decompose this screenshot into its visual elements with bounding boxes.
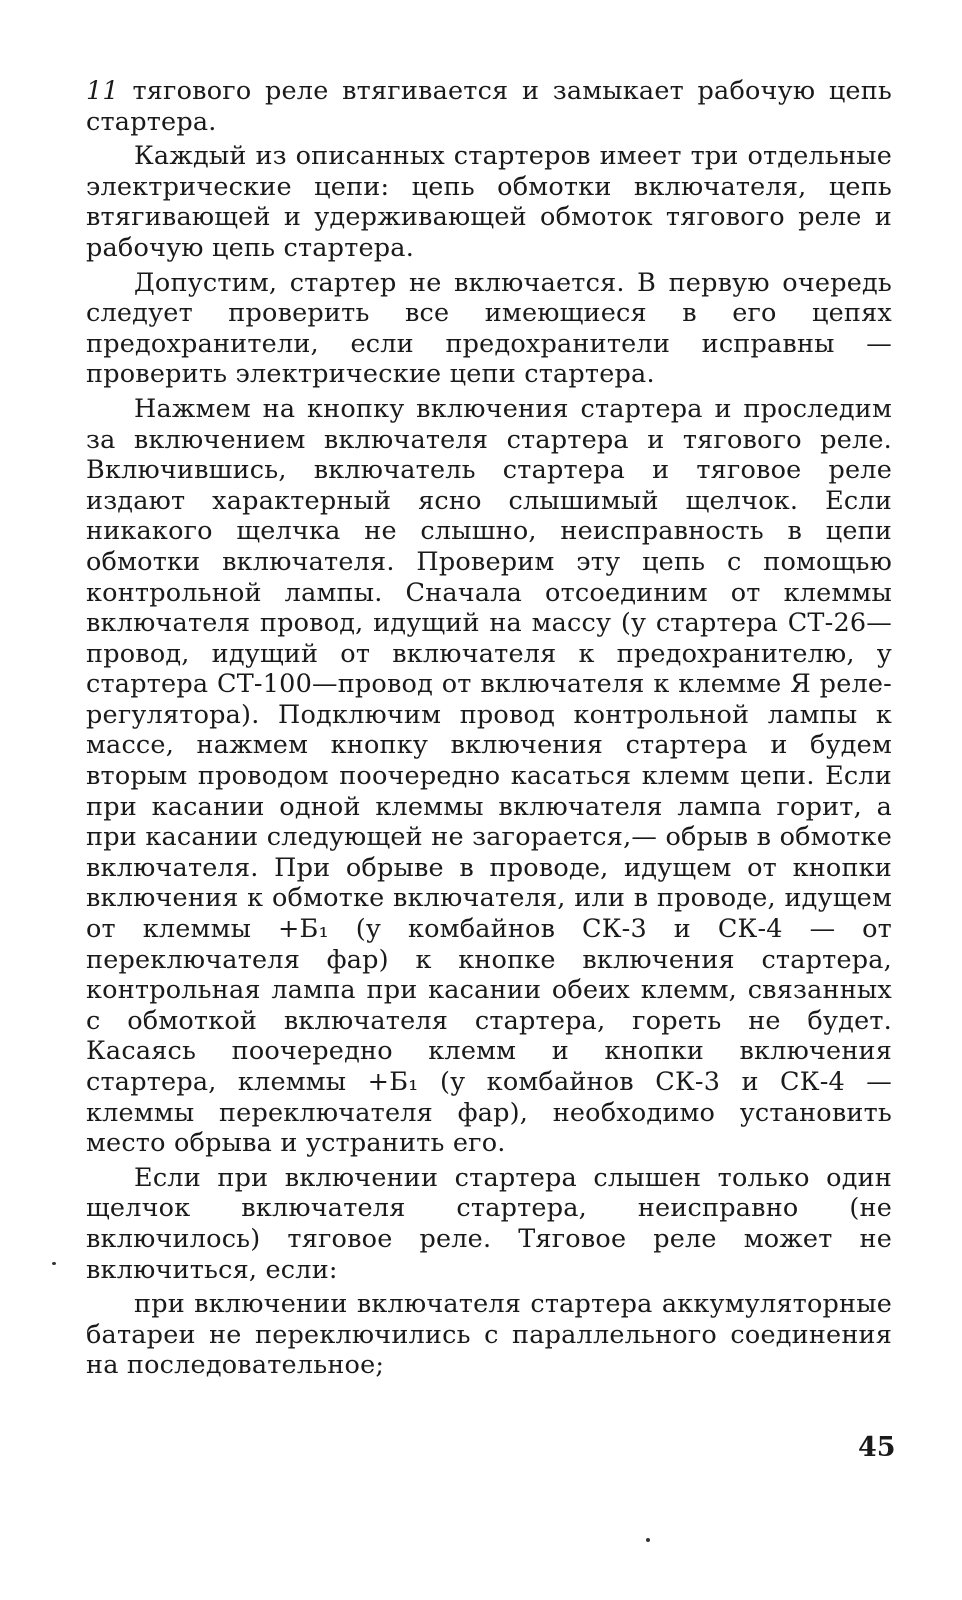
paragraph-3: Допустим, стартер не включается. В первую очередь следует проверить все имеющиеся в его цепях предохранители, если предохранители исправны — проверить электрические цепи стартера. bbox=[86, 267, 892, 390]
page-body bbox=[86, 76, 892, 1385]
paragraph-5: Если при включении стартера слышен только один щелчок включателя стартера, неисправно (не включилось) тяговое реле. Тяговое реле может не включиться, если: bbox=[86, 1162, 892, 1285]
paragraph-1 bbox=[86, 76, 892, 137]
paragraph-6: при включении включателя стартера аккумуляторные батареи не переключились с параллельного соединения на последовательное; bbox=[86, 1289, 892, 1381]
page-number: 45 bbox=[858, 1432, 896, 1463]
paragraph-text: тягового реле втягивается и замыкает рабочую цепь стартера. bbox=[86, 76, 892, 137]
paragraph-2: Каждый из описанных стартеров имеет три отдельные электрические цепи: цепь обмотки включателя, цепь втягивающей и удерживающей обмоток тягового реле и рабочую цепь стартера. bbox=[86, 141, 892, 263]
paragraph-4: Нажмем на кнопку включения стартера и проследим за включением включателя стартера и тягового реле. Включившись, включатель стартера и тяговое реле издают характерный ясно слышимый щелчок. Если никакого щелчка не слышно, неисправность в цепи обмотки включателя. Проверим эту цепь с помощью контрольной лампы. Сначала отсоединим от клеммы включателя провод, идущий на массу (у стартера СТ-26—провод, идущий от включателя к предохранителю, у стартера СТ-100—провод от включателя к клемме Я реле-регулятора). Подключим провод контрольной лампы к массе, нажмем кнопку включения стартера и будем вторым проводом поочередно касаться клемм цепи. Если при касании одной клеммы включателя лампа горит, а при касании следующей не загорается,— обрыв в обмотке включателя. При обрыве в проводе, идущем от кнопки включения к обмотке включателя, или в проводе, идущем от клеммы +Б₁ (у комбайнов СК-3 и СК-4 — от переключателя фар) к кнопке включения стартера, контрольная лампа при касании обеих клемм, связанных с обмоткой включателя стартера, гореть не будет. Касаясь поочередно клемм и кнопки включения стартера, клеммы +Б₁ (у комбайнов СК-3 и СК-4 — клеммы переключателя фар), необходимо установить место обрыва и устранить его. bbox=[86, 393, 892, 1159]
print-speck bbox=[646, 1538, 650, 1542]
print-speck bbox=[52, 1262, 56, 1265]
reference-number: 11 bbox=[86, 76, 119, 106]
